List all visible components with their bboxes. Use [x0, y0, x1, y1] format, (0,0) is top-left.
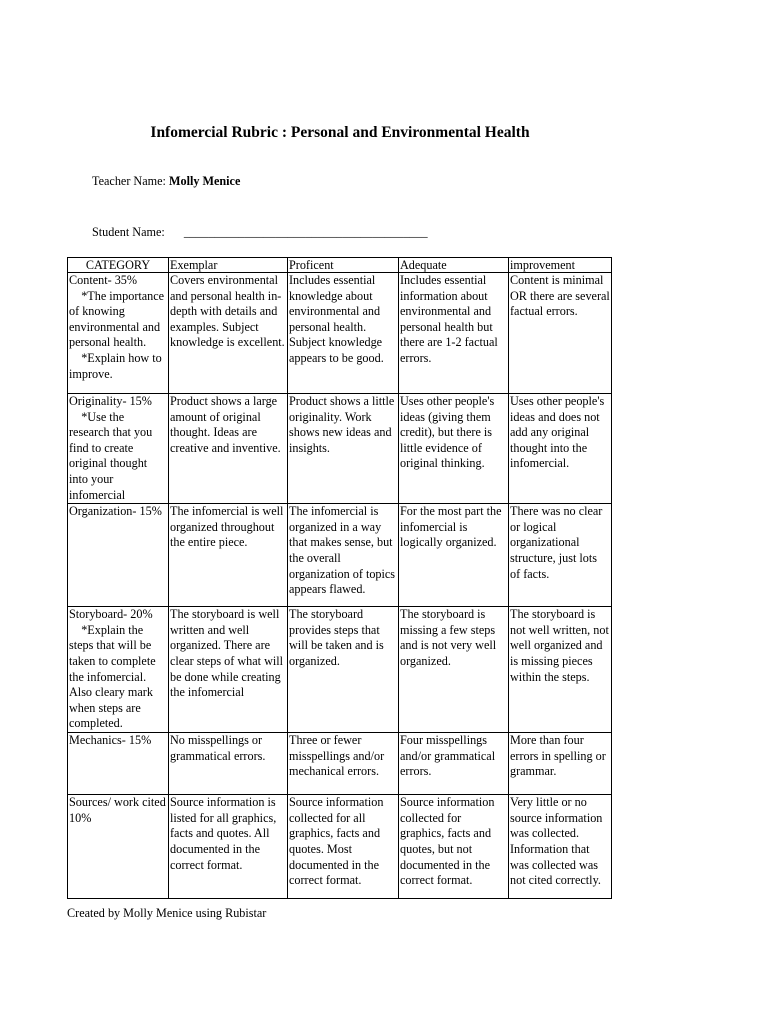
category-cell: Originality- 15% *Use the research that you find to create original thought into your infomercial — [68, 394, 169, 504]
rubric-row-mechanics — [68, 733, 612, 795]
proficient-cell: Product shows a little originality. Work shows new ideas and insights. — [288, 394, 399, 504]
proficient-cell: The infomercial is organized in a way that makes sense, but the overall organization of topics appears flawed. — [288, 504, 399, 607]
header-category: CATEGORY — [68, 258, 169, 273]
category-cell: Storyboard- 20% *Explain the steps that will be taken to complete the infomercial. Also cleary mark when steps are completed. — [68, 607, 169, 733]
header-improvement: improvement — [509, 258, 612, 273]
teacher-name-line — [92, 174, 240, 189]
adequate-cell: The storyboard is missing a few steps and is not very well organized. — [399, 607, 509, 733]
rubric-row-storyboard — [68, 607, 612, 733]
improvement-cell: Very little or no source information was collected. Information that was collected was not cited correctly. — [509, 795, 612, 899]
improvement-cell: Content is minimal OR there are several factual errors. — [509, 273, 612, 394]
improvement-cell: The storyboard is not well written, not well organized and is missing pieces within the steps. — [509, 607, 612, 733]
adequate-cell: Includes essential information about environmental and personal health but there are 1-2 factual errors. — [399, 273, 509, 394]
exemplar-cell: Product shows a large amount of original thought. Ideas are creative and inventive. — [169, 394, 288, 504]
improvement-cell: More than four errors in spelling or grammar. — [509, 733, 612, 795]
document-title: Infomercial Rubric : Personal and Environmental Health — [150, 124, 530, 141]
proficient-cell: Includes essential knowledge about environmental and personal health. Subject knowledge appears to be good. — [288, 273, 399, 394]
exemplar-cell: The storyboard is well written and well organized. There are clear steps of what will be done while creating the infomercial — [169, 607, 288, 733]
adequate-cell: Uses other people's ideas (giving them credit), but there is little evidence of original thinking. — [399, 394, 509, 504]
category-cell: Mechanics- 15% — [68, 733, 169, 795]
exemplar-cell: Source information is listed for all graphics, facts and quotes. All documented in the correct format. — [169, 795, 288, 899]
adequate-cell: Four misspellings and/or grammatical errors. — [399, 733, 509, 795]
header-adequate: Adequate — [399, 258, 509, 273]
adequate-cell: Source information collected for graphics, facts and quotes, but not documented in the correct format. — [399, 795, 509, 899]
rubric-row-originality — [68, 394, 612, 504]
rubric-row-content — [68, 273, 612, 394]
category-cell: Organization- 15% — [68, 504, 169, 607]
student-name-blank: ________________________________________ — [183, 225, 428, 239]
header-exemplar: Exemplar — [169, 258, 288, 273]
exemplar-cell: No misspellings or grammatical errors. — [169, 733, 288, 795]
rubric-header-row — [68, 258, 612, 273]
rubric-row-sources — [68, 795, 612, 899]
improvement-cell: Uses other people's ideas and does not add any original thought into the infomercial. — [509, 394, 612, 504]
teacher-name-label: Teacher Name: — [92, 174, 166, 188]
rubric-row-organization — [68, 504, 612, 607]
proficient-cell: Three or fewer misspellings and/or mechanical errors. — [288, 733, 399, 795]
category-cell: Content- 35% *The importance of knowing environmental and personal health. *Explain how to improve. — [68, 273, 169, 394]
header-proficient: Proficent — [288, 258, 399, 273]
adequate-cell: For the most part the infomercial is logically organized. — [399, 504, 509, 607]
exemplar-cell: Covers environmental and personal health in-depth with details and examples. Subject knowledge is excellent. — [169, 273, 288, 394]
category-cell: Sources/ work cited 10% — [68, 795, 169, 899]
improvement-cell: There was no clear or logical organizational structure, just lots of facts. — [509, 504, 612, 607]
exemplar-cell: The infomercial is well organized throughout the entire piece. — [169, 504, 288, 607]
student-name-label: Student Name: — [92, 225, 165, 239]
rubric-table — [67, 257, 612, 899]
footer-credit: Created by Molly Menice using Rubistar — [67, 906, 267, 920]
proficient-cell: Source information collected for all graphics, facts and quotes. Most documented in the correct format. — [288, 795, 399, 899]
proficient-cell: The storyboard provides steps that will be taken and is organized. — [288, 607, 399, 733]
teacher-name-value: Molly Menice — [168, 174, 241, 188]
student-name-line — [92, 225, 428, 240]
